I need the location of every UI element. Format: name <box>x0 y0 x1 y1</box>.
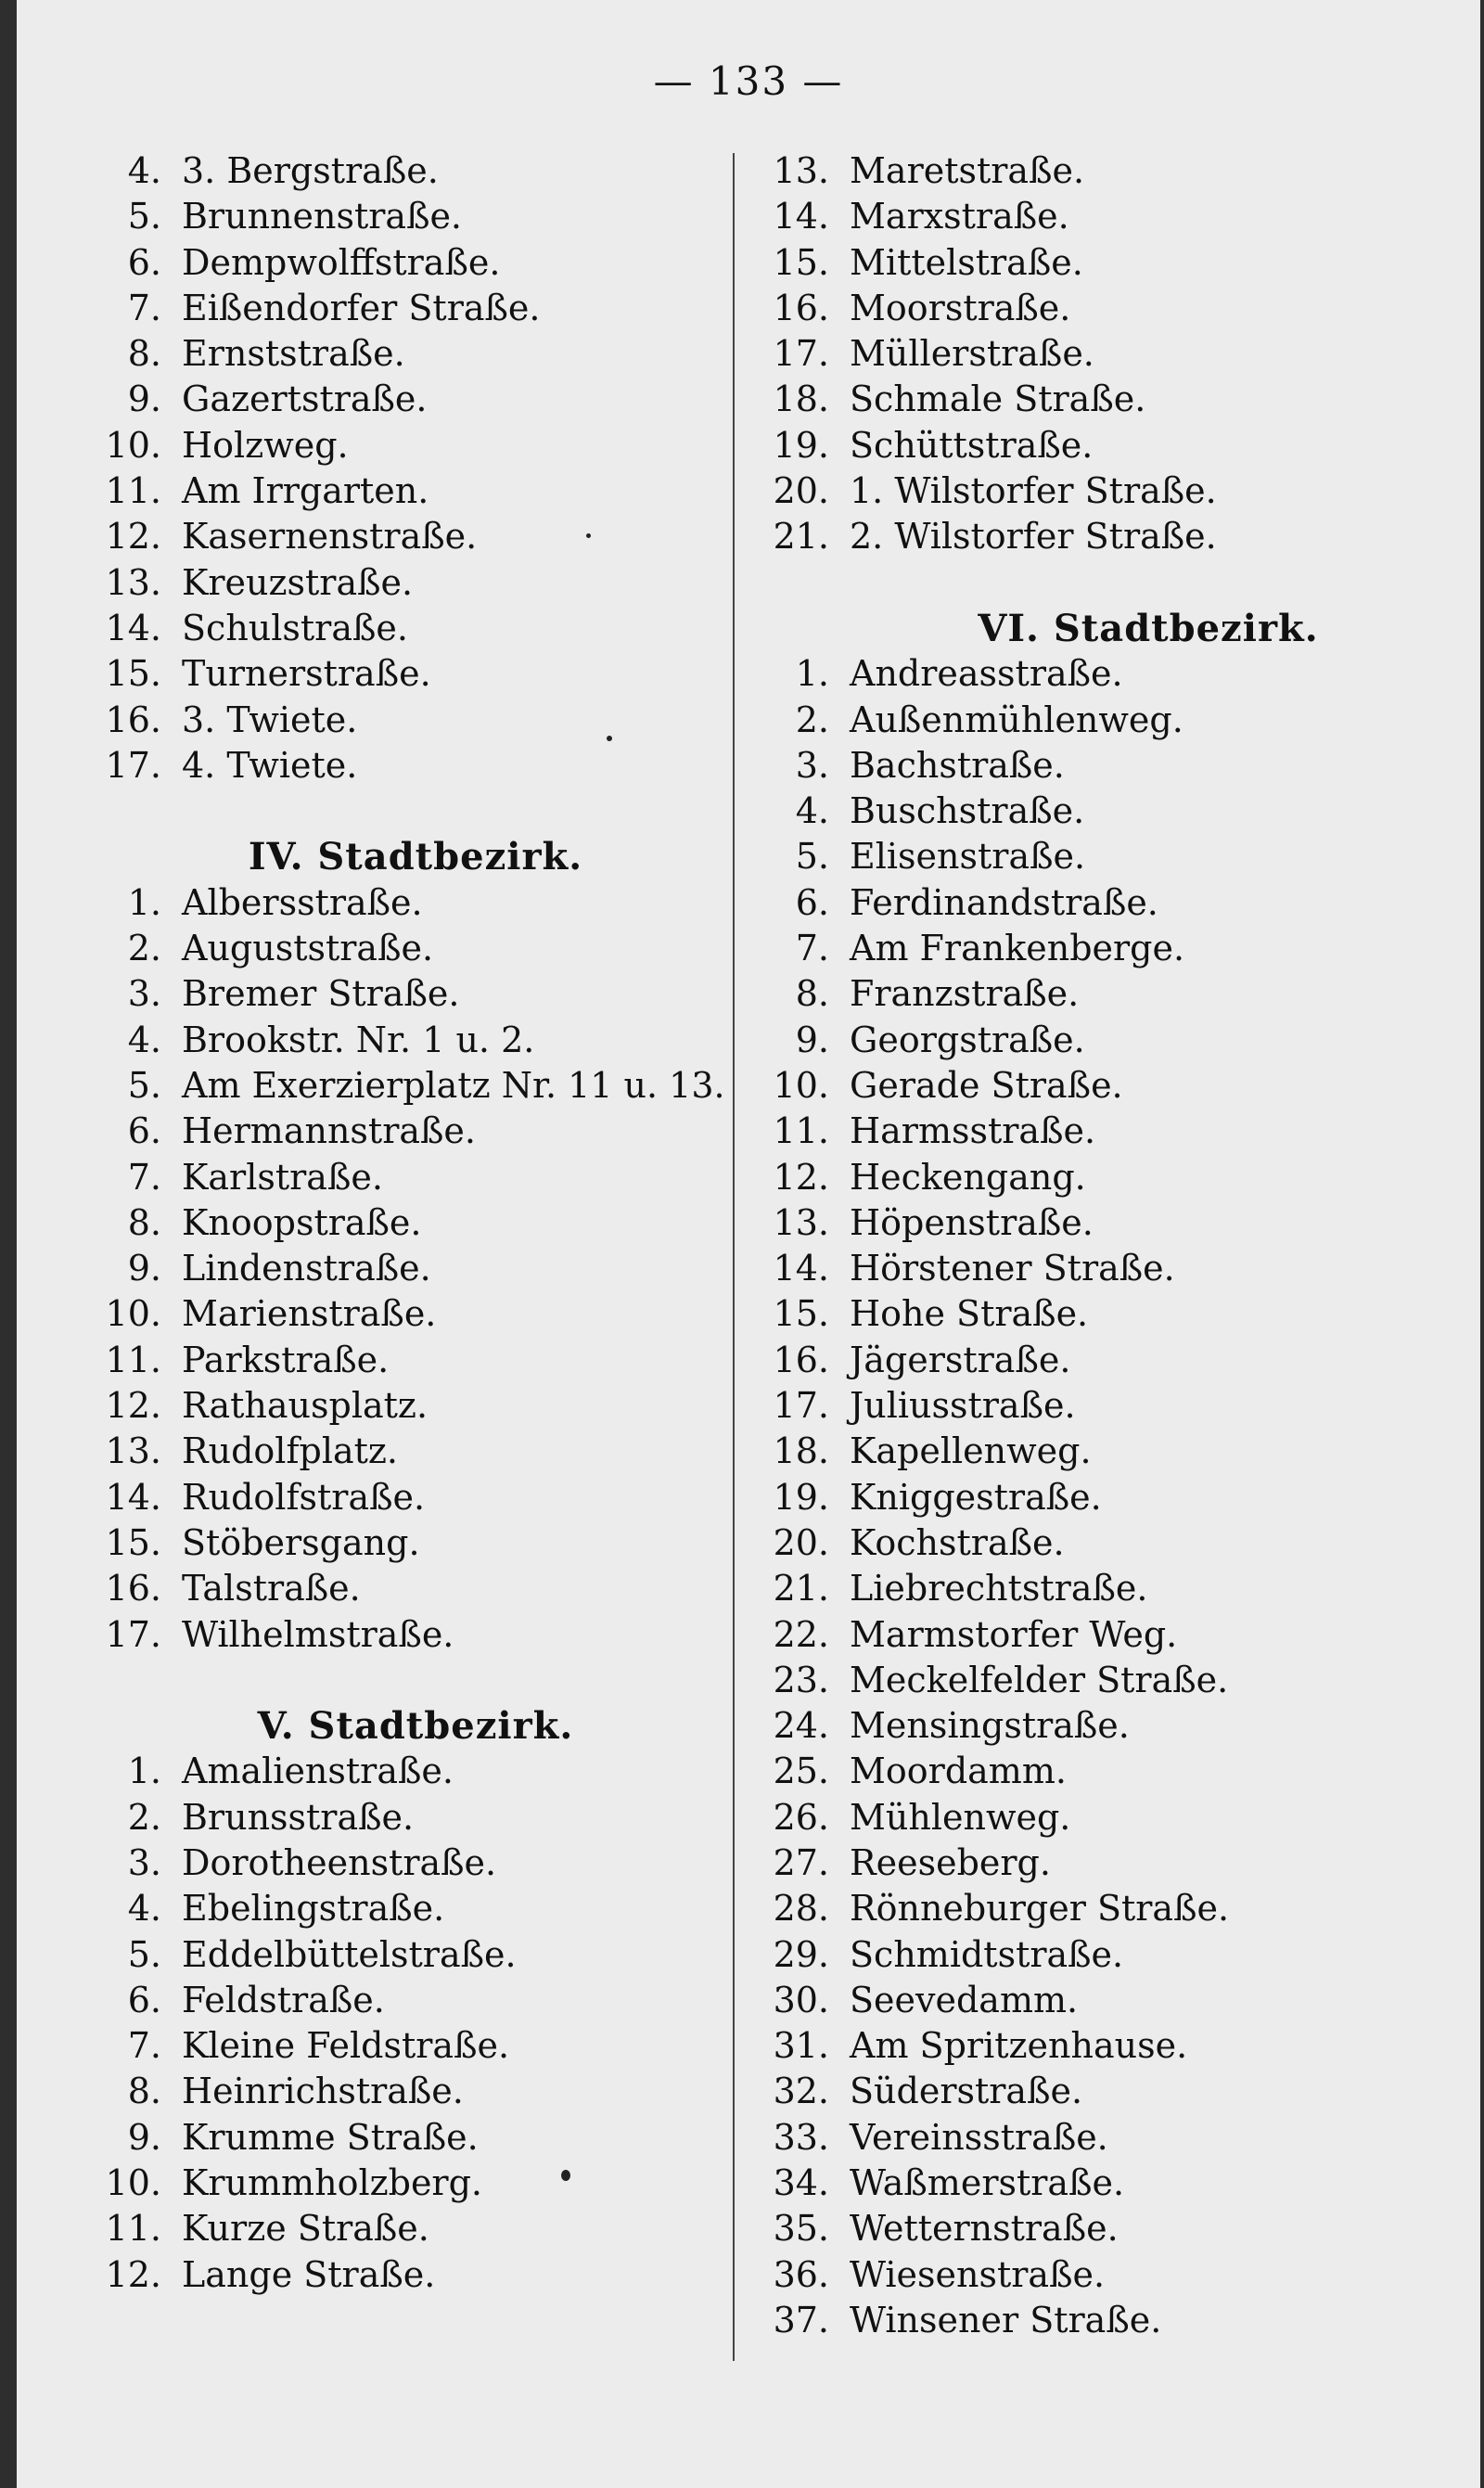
street-entry <box>740 1658 1445 1703</box>
street-entry <box>72 1109 740 1154</box>
entry-number: 2. <box>795 699 829 740</box>
street-entry <box>740 1886 1445 1931</box>
street-name: Albersstraße. <box>182 881 423 923</box>
entry-number: 7. <box>127 2025 161 2067</box>
street-entry <box>740 377 1445 422</box>
district-v-heading: V. Stadtbezirk. <box>257 1704 574 1749</box>
street-entry <box>740 2023 1445 2069</box>
entry-number: 23. <box>773 1659 829 1700</box>
entry-number: 6. <box>127 1110 161 1152</box>
entry-number: 13. <box>773 1201 829 1243</box>
street-name: Karlstraße. <box>182 1156 383 1198</box>
entry-number: 3. <box>127 1841 161 1883</box>
street-entry <box>72 560 740 606</box>
street-name: Turnerstraße. <box>182 653 431 695</box>
street-entry <box>72 2069 740 2114</box>
entry-number: 19. <box>773 1476 829 1518</box>
entry-number: 30. <box>773 1979 829 2020</box>
entry-number: 1. <box>795 653 829 695</box>
entry-number: 22. <box>773 1613 829 1655</box>
entry-number: 11. <box>105 470 161 512</box>
street-entry <box>740 1612 1445 1658</box>
entry-number: 17. <box>105 1613 161 1655</box>
street-entry <box>72 698 740 743</box>
street-entry <box>72 1155 740 1200</box>
street-entry <box>740 2298 1445 2343</box>
street-name: Mühlenweg. <box>850 1796 1071 1838</box>
street-name: Kniggestraße. <box>850 1476 1102 1518</box>
entry-number: 29. <box>773 1933 829 1975</box>
street-entry <box>740 286 1445 331</box>
entry-number: 15. <box>773 1293 829 1335</box>
street-entry <box>72 423 740 468</box>
street-entry <box>72 240 740 286</box>
entry-number: 12. <box>773 1156 829 1198</box>
street-entry <box>72 1475 740 1520</box>
entry-number: 13. <box>773 150 829 191</box>
street-name: Kapellenweg. <box>850 1430 1092 1472</box>
entry-number: 9. <box>795 1019 829 1060</box>
street-name: Kasernenstraße. <box>182 516 478 558</box>
street-name: Wetternstraße. <box>850 2208 1119 2250</box>
street-name: Höpenstraße. <box>850 1201 1094 1243</box>
street-name: Seevedamm. <box>850 1979 1079 2020</box>
street-entry <box>72 148 740 194</box>
entry-number: 12. <box>105 2253 161 2295</box>
street-name: Ferdinandstraße. <box>850 881 1158 923</box>
street-name: 1. Wilstorfer Straße. <box>850 470 1217 512</box>
entry-number: 19. <box>773 424 829 466</box>
street-name: Kochstraße. <box>850 1521 1065 1563</box>
street-name: Marmstorfer Weg. <box>850 1613 1178 1655</box>
street-entry <box>740 1018 1445 1063</box>
street-entry <box>72 1429 740 1474</box>
street-entry <box>72 1978 740 2023</box>
street-name: Talstraße. <box>182 1568 361 1610</box>
entry-number: 24. <box>773 1705 829 1747</box>
entry-number: 13. <box>105 561 161 603</box>
entry-number: 16. <box>773 287 829 328</box>
entry-number: 4. <box>127 1888 161 1930</box>
entry-number: 32. <box>773 2071 829 2112</box>
street-name: Mittelstraße. <box>850 241 1083 283</box>
entry-number: 5. <box>127 196 161 237</box>
street-name: Maretstraße. <box>850 150 1085 191</box>
street-name: Wilhelmstraße. <box>182 1613 454 1655</box>
street-entry <box>72 926 740 971</box>
entry-number: 5. <box>127 1933 161 1975</box>
entry-number: 37. <box>773 2299 829 2341</box>
entry-number: 2. <box>127 1796 161 1838</box>
entry-number: 13. <box>105 1430 161 1472</box>
street-name: Süderstraße. <box>850 2071 1083 2112</box>
street-entry <box>740 1703 1445 1749</box>
street-name: Brookstr. Nr. 1 u. 2. <box>182 1019 535 1060</box>
street-entry <box>72 971 740 1017</box>
street-entry <box>72 1886 740 1931</box>
street-name: Krummholzberg. <box>182 2162 483 2204</box>
street-entry <box>72 1520 740 1566</box>
street-entry <box>72 377 740 422</box>
entry-number: 9. <box>127 2116 161 2158</box>
entry-number: 15. <box>773 241 829 283</box>
street-name: Moordamm. <box>850 1751 1067 1792</box>
entry-number: 5. <box>127 1064 161 1106</box>
entry-number: 6. <box>795 881 829 923</box>
entry-number: 1. <box>127 881 161 923</box>
entry-number: 18. <box>773 378 829 420</box>
street-entry <box>740 789 1445 834</box>
street-entry <box>72 1932 740 1978</box>
left-column <box>72 148 740 2298</box>
street-name: Eißendorfer Straße. <box>182 287 541 328</box>
entry-number: 10. <box>773 1064 829 1106</box>
street-entry <box>72 1018 740 1063</box>
entry-number: 33. <box>773 2116 829 2158</box>
street-name: Dorotheenstraße. <box>182 1841 497 1883</box>
street-entry <box>740 1291 1445 1337</box>
street-entry <box>740 834 1445 879</box>
entry-number: 17. <box>773 1385 829 1427</box>
street-entry <box>72 651 740 697</box>
entry-number: 8. <box>127 1201 161 1243</box>
entry-number: 12. <box>105 516 161 558</box>
entry-number: 15. <box>105 653 161 695</box>
street-entry <box>740 926 1445 971</box>
street-name: Mensingstraße. <box>850 1705 1130 1747</box>
street-entry <box>72 194 740 239</box>
street-name: Amalienstraße. <box>182 1751 454 1792</box>
street-name: Kleine Feldstraße. <box>182 2025 510 2067</box>
entry-number: 36. <box>773 2253 829 2295</box>
entry-number: 8. <box>127 333 161 375</box>
street-name: Ebelingstraße. <box>182 1888 445 1930</box>
street-name: Am Irrgarten. <box>182 470 429 512</box>
book-page <box>17 0 1480 2488</box>
entry-number: 4. <box>795 790 829 832</box>
entry-number: 10. <box>105 1293 161 1335</box>
street-entry <box>72 1566 740 1611</box>
street-name: Schmale Straße. <box>850 378 1146 420</box>
street-entry <box>740 1795 1445 1840</box>
street-entry <box>72 880 740 926</box>
entry-number: 5. <box>795 836 829 878</box>
street-entry <box>72 1338 740 1383</box>
street-entry <box>72 331 740 377</box>
street-entry <box>740 468 1445 514</box>
street-entry <box>72 468 740 514</box>
street-entry <box>740 1338 1445 1383</box>
street-name: Schüttstraße. <box>850 424 1094 466</box>
street-entry <box>740 743 1445 789</box>
street-name: Hohe Straße. <box>850 1293 1089 1335</box>
street-name: Hörstener Straße. <box>850 1248 1175 1289</box>
street-entry <box>740 2115 1445 2161</box>
district-v-list <box>72 1749 740 2298</box>
street-name: Elisenstraße. <box>850 836 1086 878</box>
street-name: Rudolfstraße. <box>182 1476 426 1518</box>
street-entry <box>72 1246 740 1291</box>
entry-number: 7. <box>795 928 829 969</box>
street-entry <box>72 1749 740 1794</box>
street-name: Rönneburger Straße. <box>850 1888 1230 1930</box>
street-name: Liebrechtstraße. <box>850 1568 1148 1610</box>
street-entry <box>740 1475 1445 1520</box>
street-name: Juliusstraße. <box>850 1385 1076 1427</box>
street-entry <box>72 2161 740 2206</box>
street-entry <box>740 2252 1445 2298</box>
street-name: Am Spritzenhause. <box>850 2025 1188 2067</box>
street-name: Bremer Straße. <box>182 973 460 1015</box>
entry-number: 27. <box>773 1841 829 1883</box>
entry-number: 2. <box>127 928 161 969</box>
entry-number: 7. <box>127 1156 161 1198</box>
entry-number: 8. <box>127 2071 161 2112</box>
street-entry <box>740 1200 1445 1246</box>
street-entry <box>72 1612 740 1658</box>
street-name: Am Frankenberge. <box>850 928 1185 969</box>
entry-number: 35. <box>773 2208 829 2250</box>
district-iv-heading: IV. Stadtbezirk. <box>248 835 583 879</box>
street-name: Knoopstraße. <box>182 1201 422 1243</box>
entry-number: 10. <box>105 424 161 466</box>
street-name: Schmidtstraße. <box>850 1933 1124 1975</box>
entry-number: 14. <box>773 196 829 237</box>
entry-number: 21. <box>773 516 829 558</box>
street-entry <box>72 2252 740 2298</box>
street-entry <box>72 514 740 559</box>
entry-number: 15. <box>105 1521 161 1563</box>
street-entry <box>740 2206 1445 2251</box>
street-name: Dempwolffstraße. <box>182 241 501 283</box>
street-name: Jägerstraße. <box>850 1339 1071 1380</box>
entry-number: 16. <box>773 1339 829 1380</box>
street-name: Heckengang. <box>850 1156 1086 1198</box>
street-entry <box>72 286 740 331</box>
entry-number: 7. <box>127 287 161 328</box>
street-name: Ernststraße. <box>182 333 405 375</box>
entry-number: 16. <box>105 1568 161 1610</box>
entry-number: 11. <box>105 1339 161 1380</box>
street-entry <box>740 2069 1445 2114</box>
street-entry <box>740 1429 1445 1474</box>
street-entry <box>740 698 1445 743</box>
entry-number: 17. <box>773 333 829 375</box>
entry-number: 4. <box>127 1019 161 1060</box>
street-entry <box>740 194 1445 239</box>
street-name: Gazertstraße. <box>182 378 428 420</box>
street-entry <box>740 2161 1445 2206</box>
street-name: Schulstraße. <box>182 607 408 648</box>
street-name: Marienstraße. <box>182 1293 437 1335</box>
street-name: Heinrichstraße. <box>182 2071 464 2112</box>
street-name: 3. Bergstraße. <box>182 150 439 191</box>
street-entry <box>740 1155 1445 1200</box>
entry-number: 26. <box>773 1796 829 1838</box>
street-name: Andreasstraße. <box>850 653 1123 695</box>
entry-number: 17. <box>105 744 161 786</box>
entry-number: 21. <box>773 1568 829 1610</box>
entry-number: 1. <box>127 1751 161 1792</box>
entry-number: 14. <box>105 1476 161 1518</box>
entry-number: 18. <box>773 1430 829 1472</box>
street-entry <box>740 1566 1445 1611</box>
street-entry <box>740 514 1445 559</box>
entry-number: 34. <box>773 2162 829 2204</box>
street-name: Wiesenstraße. <box>850 2253 1106 2295</box>
street-name: Brunsstraße. <box>182 1796 415 1838</box>
street-name: Vereinsstraße. <box>850 2116 1108 2158</box>
street-entry <box>740 1978 1445 2023</box>
street-entry <box>72 1200 740 1246</box>
street-entry <box>740 331 1445 377</box>
street-entry <box>740 880 1445 926</box>
street-name: Hermannstraße. <box>182 1110 476 1152</box>
entry-number: 14. <box>773 1248 829 1289</box>
entry-number: 6. <box>127 1979 161 2020</box>
entry-number: 20. <box>773 470 829 512</box>
street-name: Bachstraße. <box>850 744 1065 786</box>
entry-number: 4. <box>127 150 161 191</box>
street-name: Müllerstraße. <box>850 333 1094 375</box>
street-name: 3. Twiete. <box>182 699 358 740</box>
street-entry <box>740 971 1445 1017</box>
street-name: 2. Wilstorfer Straße. <box>850 516 1217 558</box>
street-name: Brunnenstraße. <box>182 196 463 237</box>
page-number: — 133 — <box>653 58 844 104</box>
entry-number: 16. <box>105 699 161 740</box>
street-entry <box>740 1932 1445 1978</box>
street-entry <box>72 743 740 789</box>
street-entry <box>72 1840 740 1886</box>
right-column <box>740 148 1445 2343</box>
street-entry <box>740 651 1445 697</box>
street-entry <box>72 2115 740 2161</box>
street-name: Stöbersgang. <box>182 1521 420 1563</box>
street-entry <box>72 1795 740 1840</box>
district-vi-heading: VI. Stadtbezirk. <box>978 606 1319 650</box>
entry-number: 3. <box>127 973 161 1015</box>
street-name: Außenmühlenweg. <box>850 699 1183 740</box>
street-entry <box>740 148 1445 194</box>
district-vi-list <box>740 651 1445 2343</box>
street-entry <box>740 1840 1445 1886</box>
street-entry <box>72 2206 740 2251</box>
street-entry <box>740 1749 1445 1794</box>
street-name: Kurze Straße. <box>182 2208 429 2250</box>
street-name: Moorstraße. <box>850 287 1071 328</box>
street-name: Waßmerstraße. <box>850 2162 1125 2204</box>
street-name: 4. Twiete. <box>182 744 358 786</box>
street-name: Buschstraße. <box>850 790 1085 832</box>
street-name: Lange Straße. <box>182 2253 436 2295</box>
entry-number: 9. <box>127 1248 161 1289</box>
street-name: Eddelbüttelstraße. <box>182 1933 517 1975</box>
street-name: Parkstraße. <box>182 1339 390 1380</box>
street-name: Krumme Straße. <box>182 2116 479 2158</box>
street-entry <box>72 1291 740 1337</box>
street-entry <box>740 1109 1445 1154</box>
street-entry <box>740 1246 1445 1291</box>
street-entry <box>740 1520 1445 1566</box>
street-entry <box>740 1063 1445 1109</box>
district-iii-continued-list <box>72 148 740 789</box>
street-entry <box>72 2023 740 2069</box>
street-name: Kreuzstraße. <box>182 561 414 603</box>
street-entry <box>740 1383 1445 1429</box>
entry-number: 28. <box>773 1888 829 1930</box>
entry-number: 9. <box>127 378 161 420</box>
street-name: Gerade Straße. <box>850 1064 1123 1106</box>
street-name: Reeseberg. <box>850 1841 1051 1883</box>
street-entry <box>72 606 740 651</box>
entry-number: 14. <box>105 607 161 648</box>
street-entry <box>72 1063 740 1109</box>
street-entry <box>72 1383 740 1429</box>
entry-number: 11. <box>773 1110 829 1152</box>
street-name: Rudolfplatz. <box>182 1430 399 1472</box>
entry-number: 8. <box>795 973 829 1015</box>
street-name: Franzstraße. <box>850 973 1080 1015</box>
street-name: Am Exerzierplatz Nr. 11 u. 13. <box>182 1064 725 1106</box>
street-name: Auguststraße. <box>182 928 434 969</box>
street-name: Rathausplatz. <box>182 1385 429 1427</box>
street-name: Georgstraße. <box>850 1019 1085 1060</box>
entry-number: 3. <box>795 744 829 786</box>
street-name: Feldstraße. <box>182 1979 385 2020</box>
street-name: Holzweg. <box>182 424 349 466</box>
district-iv-list <box>72 880 740 1658</box>
entry-number: 6. <box>127 241 161 283</box>
street-name: Winsener Straße. <box>850 2299 1162 2341</box>
street-name: Marxstraße. <box>850 196 1069 237</box>
entry-number: 10. <box>105 2162 161 2204</box>
street-entry <box>740 423 1445 468</box>
street-entry <box>740 240 1445 286</box>
entry-number: 12. <box>105 1385 161 1427</box>
street-name: Lindenstraße. <box>182 1248 431 1289</box>
entry-number: 11. <box>105 2208 161 2250</box>
street-name: Meckelfelder Straße. <box>850 1659 1229 1700</box>
street-name: Harmsstraße. <box>850 1110 1096 1152</box>
entry-number: 31. <box>773 2025 829 2067</box>
district-v-continued-list <box>740 148 1445 560</box>
entry-number: 25. <box>773 1751 829 1792</box>
entry-number: 20. <box>773 1521 829 1563</box>
